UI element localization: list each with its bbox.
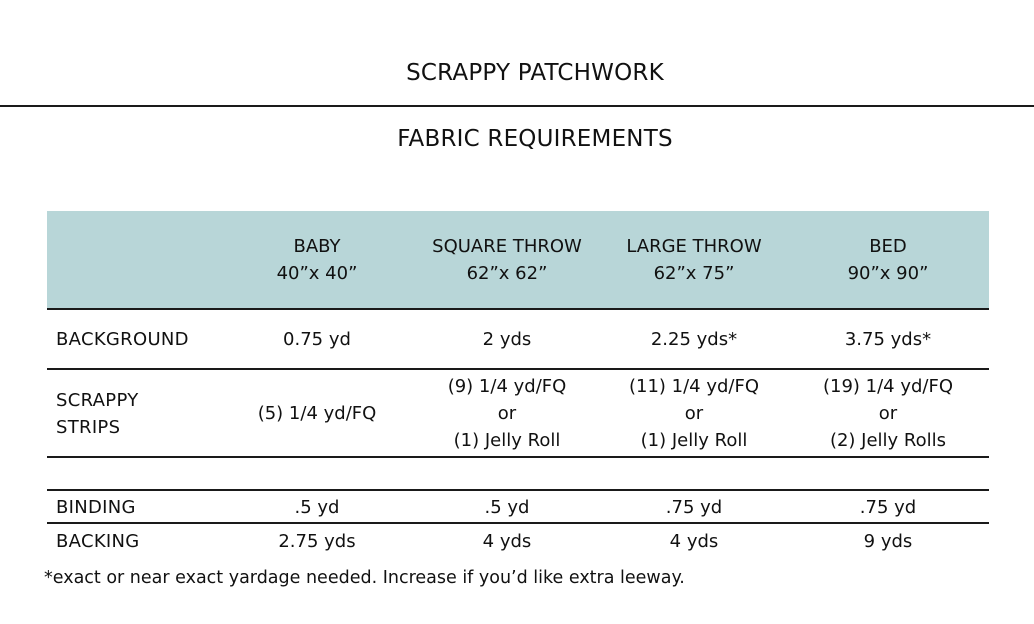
column-size: 90”x 90”	[847, 263, 929, 284]
row-divider	[47, 489, 989, 491]
column-header-baby	[232, 233, 402, 287]
table-cell	[412, 373, 602, 454]
row-divider	[47, 522, 989, 524]
table-cell	[800, 373, 976, 454]
column-size: 62”x 62”	[466, 263, 548, 284]
column-name: BABY	[293, 236, 341, 257]
title-divider	[0, 105, 1034, 107]
row-label-line: STRIPS	[56, 417, 121, 438]
table-cell: 4 yds	[482, 531, 532, 552]
column-name: SQUARE THROW	[432, 236, 582, 257]
footnote: *exact or near exact yardage needed. Increase if you’d like extra leeway.	[44, 568, 685, 588]
row-label	[56, 387, 139, 441]
cell-line: or	[684, 403, 704, 424]
row-label-line: SCRAPPY	[56, 390, 139, 411]
cell-line: (1) Jelly Roll	[640, 430, 748, 451]
column-size: 62”x 75”	[653, 263, 735, 284]
table-cell: 3.75 yds*	[844, 329, 932, 350]
table-cell: 9 yds	[863, 531, 913, 552]
cell-line: (19) 1/4 yd/FQ	[822, 376, 954, 397]
column-header-large-throw	[606, 233, 782, 287]
table-cell: 2.25 yds*	[650, 329, 738, 350]
row-divider	[47, 368, 989, 370]
column-header-bed	[800, 233, 976, 287]
table-cell: .75 yd	[665, 497, 723, 518]
row-divider	[47, 308, 989, 310]
cell-line: or	[878, 403, 898, 424]
column-name: LARGE THROW	[626, 236, 762, 257]
cell-line: (1) Jelly Roll	[453, 430, 561, 451]
cell-line: (11) 1/4 yd/FQ	[628, 376, 760, 397]
table-cell: 0.75 yd	[283, 329, 351, 350]
column-size: 40”x 40”	[276, 263, 358, 284]
table-cell: 4 yds	[669, 531, 719, 552]
table-cell: .5 yd	[484, 497, 530, 518]
page-title: SCRAPPY PATCHWORK	[406, 60, 664, 86]
cell-line: (2) Jelly Rolls	[829, 430, 947, 451]
table-cell: .5 yd	[294, 497, 340, 518]
page-subtitle: FABRIC REQUIREMENTS	[397, 126, 673, 152]
table-cell: (5) 1/4 yd/FQ	[257, 403, 377, 424]
column-header-square-throw	[412, 233, 602, 287]
table-cell: .75 yd	[859, 497, 917, 518]
cell-line: (9) 1/4 yd/FQ	[447, 376, 567, 397]
row-divider	[47, 456, 989, 458]
table-cell: 2.75 yds	[278, 531, 356, 552]
column-name: BED	[869, 236, 907, 257]
cell-line: or	[497, 403, 517, 424]
row-label: BACKING	[56, 531, 140, 552]
table-cell	[606, 373, 782, 454]
table-cell: 2 yds	[482, 329, 532, 350]
row-label: BINDING	[56, 497, 136, 518]
row-label: BACKGROUND	[56, 329, 189, 350]
